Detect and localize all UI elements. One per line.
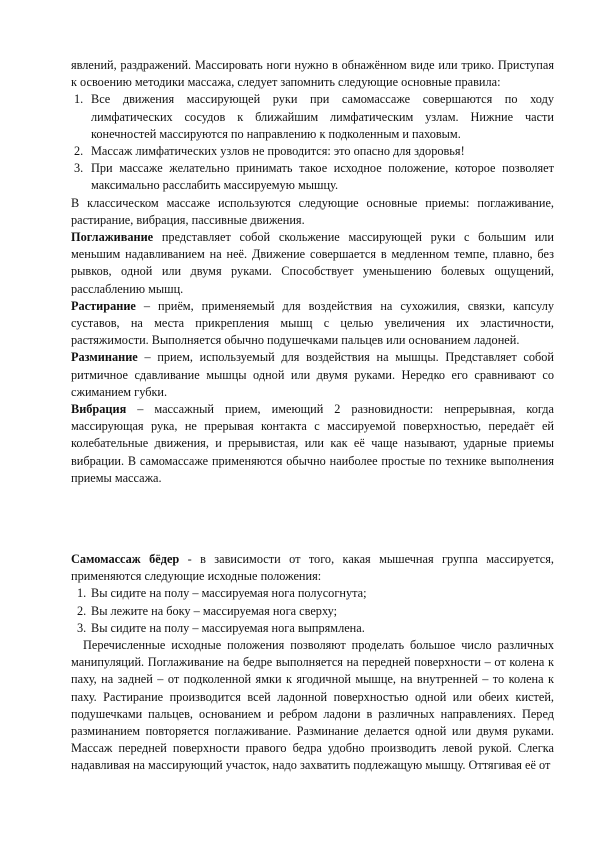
techniques-paragraph: В классическом массаже используются следующие основные приемы: поглаживание, растирание, вибрация, пассивные движения. bbox=[71, 195, 554, 227]
list-item-text: Вы лежите на боку – массируемая нога сверху; bbox=[91, 603, 338, 618]
thigh-paragraph bbox=[71, 551, 554, 585]
stroking-term: Поглаживание bbox=[71, 230, 154, 245]
stroking-text: представляет собой скольжение массирующей руки с большим или меньшим надавливанием на неё. Движение совершается в медленном темпе, плавно, без рывков, одной или двумя руками. Способствует уменьшению болевых ощущений, расслаблению мышц. bbox=[71, 230, 554, 296]
vibration-text: – массажный прием, имеющий 2 разновидности: непрерывная, когда массирующая рука, не прерывая контакта с массируемой поверхностью, передаёт ей колебательные движения, и прерывистая, или как её чаще называют, ударные приемы вибрации. В самомассаже применяются обычно наиболее простые по технике выполнения приемы массажа. bbox=[71, 402, 554, 485]
thigh-text: - в зависимости от того, какая мышечная группа массируется, применяются следующие исходные положения: bbox=[71, 552, 554, 584]
vibration-term: Вибрация bbox=[71, 402, 127, 417]
list-item bbox=[71, 143, 554, 160]
bottom-text-block bbox=[71, 551, 554, 775]
list-number: 3. bbox=[77, 620, 87, 635]
stroking-paragraph bbox=[71, 229, 554, 298]
vibration-paragraph bbox=[71, 401, 554, 487]
list-item bbox=[71, 585, 554, 602]
list-number: 2. bbox=[77, 603, 87, 618]
intro-paragraph: явлений, раздражений. Массировать ноги нужно в обнажённом виде или трико. Приступая к освоению методики массажа, следует запомнить следующие основные правила: bbox=[71, 58, 554, 90]
kneading-text: – прием, используемый для воздействия на мышцы. Представляет собой ритмичное сдавливание мышцы одной или двумя руками. Нередко его сравнивают со сжиманием губки. bbox=[71, 350, 554, 399]
list-item-text: Вы сидите на полу – массируемая нога полусогнута; bbox=[91, 586, 367, 601]
list-item bbox=[71, 603, 554, 620]
list-number: 1. bbox=[74, 92, 84, 107]
list-item-text: Вы сидите на полу – массируемая нога выпрямлена. bbox=[91, 620, 365, 635]
list-number: 2. bbox=[74, 144, 84, 159]
list-number: 1. bbox=[77, 586, 87, 601]
list-number: 3. bbox=[74, 161, 84, 176]
massage-rules-list bbox=[71, 91, 554, 194]
list-item-text: Все движения массирующей руки при самомассаже совершаются по ходу лимфатических сосудов к ближайшим лимфатическим узлам. Нижние части конечностей массируются по направлению к подколенным и паховым. bbox=[91, 92, 554, 141]
kneading-paragraph bbox=[71, 349, 554, 401]
closing-paragraph: Перечисленные исходные положения позволяют проделать большое число различных манипуляций. Поглаживание на бедре выполняется на передней поверхности – от колена к паху, на задней – от подколенной ямки к ягодичной мышце, на внутренней – то колена к паху. Растирание производится всей ладонной поверхностью одной или обеих кистей, подушечками пальцев, основанием и ребром ладони в различных направлениях. Перед разминанием повторяется поглаживание. Разминание делается одной или двумя руками. Массаж передней поверхности правого бедра удобно производить левой рукой. Слегка надавливая на массирующий участок, надо захватить подлежащую мышцу. Оттягивая её от bbox=[71, 638, 554, 773]
list-item-text: При массаже желательно принимать такое исходное положение, которое позволяет максимально расслабить массируемую мышцу. bbox=[91, 161, 554, 193]
positions-list bbox=[71, 585, 554, 637]
list-item-text: Массаж лимфатических узлов не проводится: это опасно для здоровья! bbox=[91, 144, 465, 159]
rubbing-paragraph bbox=[71, 298, 554, 350]
kneading-term: Разминание bbox=[71, 350, 138, 365]
top-text-block bbox=[71, 57, 554, 487]
rubbing-term: Растирание bbox=[71, 298, 136, 313]
thigh-term: Самомассаж бёдер bbox=[71, 552, 180, 566]
list-item bbox=[71, 620, 554, 637]
list-item bbox=[71, 91, 554, 143]
rubbing-text: – приём, применяемый для воздействия на сухожилия, связки, капсулу суставов, на места прикрепления мышц с целью увеличения их эластичности, растяжимости. Выполняется обычно подушечками пальцев или основанием ладоней. bbox=[71, 298, 554, 348]
list-item bbox=[71, 160, 554, 194]
